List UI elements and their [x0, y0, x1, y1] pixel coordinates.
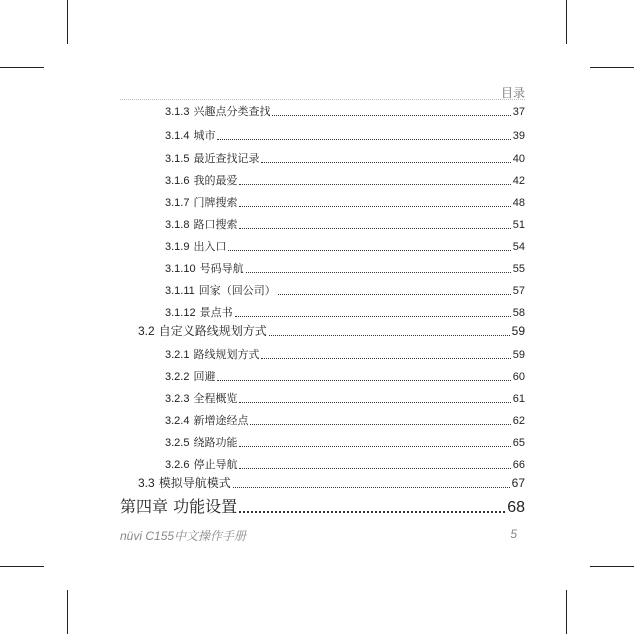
toc-entry[interactable]	[165, 304, 525, 320]
toc-entry-page: 58	[512, 307, 525, 319]
dot-leader	[239, 228, 510, 229]
toc-entry-page: 67	[511, 476, 525, 490]
toc-entry-number: 3.2.3	[165, 393, 190, 405]
toc-entry-number: 3.3	[138, 476, 155, 490]
dot-leader	[233, 487, 510, 488]
dot-leader	[239, 511, 505, 513]
toc-entry-number: 3.2	[138, 324, 155, 338]
footer-manual-title: nüvi C155中文操作手册	[120, 529, 247, 543]
toc-entry[interactable]	[120, 494, 525, 517]
toc-entry-number: 3.1.12	[165, 307, 196, 319]
toc-entry-number: 3.2.6	[165, 459, 190, 471]
toc-entry-title: 新增途经点	[193, 414, 249, 427]
dot-leader	[261, 162, 510, 163]
toc-entry-title: 路口搜索	[193, 218, 238, 231]
header-divider	[120, 99, 525, 100]
toc-entry-title: 我的最爱	[193, 174, 238, 187]
dot-leader	[217, 139, 510, 140]
toc-entry[interactable]	[165, 368, 525, 384]
toc-entry[interactable]	[165, 456, 525, 472]
toc-entry-title: 第四章 功能设置	[120, 497, 238, 516]
toc-entry[interactable]	[165, 216, 525, 232]
toc-entry-number: 3.2.1	[165, 349, 190, 361]
toc-entry-number: 3.2.2	[165, 371, 190, 383]
toc-entry-title: 号码导航	[199, 262, 244, 275]
crop-mark	[67, 590, 68, 634]
toc-entry-title: 路线规划方式	[193, 348, 260, 361]
dot-leader	[239, 206, 510, 207]
toc-entry[interactable]	[165, 260, 525, 276]
toc-entry-title: 模拟导航模式	[158, 476, 231, 490]
toc-entry-page: 55	[512, 263, 525, 275]
toc-entry[interactable]	[165, 282, 525, 298]
toc-entry-number: 3.2.4	[165, 415, 190, 427]
crop-mark	[67, 0, 68, 44]
page-header-label: 目录	[500, 86, 525, 100]
toc-entry-title: 最近查找记录	[193, 152, 260, 165]
toc-entry-number: 3.2.5	[165, 437, 190, 449]
dot-leader	[272, 115, 510, 116]
dot-leader	[278, 294, 511, 295]
toc-entry[interactable]	[165, 346, 525, 362]
toc-entry-page: 66	[512, 459, 525, 471]
dot-leader	[239, 446, 510, 447]
toc-entry[interactable]	[165, 434, 525, 450]
crop-mark	[566, 590, 567, 634]
dot-leader	[239, 468, 510, 469]
toc-entry-number: 3.1.3	[165, 106, 190, 118]
dot-leader	[228, 250, 510, 251]
crop-mark	[566, 0, 567, 44]
crop-mark	[0, 566, 44, 567]
toc-entry[interactable]	[165, 172, 525, 188]
toc-entry-number: 3.1.6	[165, 175, 190, 187]
toc-entry-page: 54	[512, 241, 525, 253]
dot-leader	[261, 358, 510, 359]
crop-mark	[590, 566, 634, 567]
toc-entry-title: 停止导航	[193, 458, 238, 471]
toc-entry-page: 60	[512, 371, 525, 383]
toc-entry-number: 3.1.9	[165, 241, 190, 253]
toc-entry-page: 37	[512, 106, 525, 118]
toc-entry-page: 51	[512, 219, 525, 231]
toc-entry-title: 全程概览	[193, 392, 238, 405]
dot-leader	[246, 272, 511, 273]
toc-entry-page: 42	[512, 175, 525, 187]
toc-entry[interactable]	[165, 194, 525, 210]
toc-entry-page: 68	[507, 499, 525, 516]
crop-mark	[590, 67, 634, 68]
toc-entry-title: 绕路功能	[193, 436, 238, 449]
toc-entry-title: 景点书	[199, 306, 233, 319]
dot-leader	[217, 380, 510, 381]
toc-entry-page: 61	[512, 393, 525, 405]
toc-entry[interactable]	[165, 390, 525, 406]
toc-entry-number: 3.1.5	[165, 153, 190, 165]
dot-leader	[239, 184, 510, 185]
toc-entry-title: 兴趣点分类查找	[193, 105, 271, 118]
toc-entry[interactable]	[138, 322, 525, 339]
toc-entry-title: 回家（回公司）	[198, 284, 276, 297]
toc-entry[interactable]	[165, 150, 525, 166]
toc-entry-page: 59	[512, 349, 525, 361]
toc-entry-number: 3.1.8	[165, 219, 190, 231]
footer-page-number: 5	[510, 527, 517, 541]
toc-entry-number: 3.1.7	[165, 197, 190, 209]
toc-entry-title: 城市	[193, 129, 216, 142]
toc-entry[interactable]	[165, 127, 525, 143]
toc-entry-title: 回避	[193, 370, 216, 383]
toc-entry-page: 65	[512, 437, 525, 449]
toc-entry-page: 48	[512, 197, 525, 209]
toc-entry-title: 自定义路线规划方式	[158, 324, 267, 338]
toc-entry-page: 39	[512, 130, 525, 142]
dot-leader	[235, 316, 511, 317]
toc-entry[interactable]	[165, 238, 525, 254]
dot-leader	[269, 335, 510, 336]
crop-mark	[0, 67, 44, 68]
toc-entry-page: 40	[512, 153, 525, 165]
toc-entry[interactable]	[138, 474, 525, 491]
dot-leader	[239, 402, 510, 403]
toc-entry-title: 门牌搜索	[193, 196, 238, 209]
toc-entry-number: 3.1.10	[165, 263, 196, 275]
toc-entry-page: 62	[512, 415, 525, 427]
toc-entry-page: 57	[512, 285, 525, 297]
toc-entry[interactable]	[165, 412, 525, 428]
toc-entry[interactable]	[165, 103, 525, 119]
toc-entry-page: 59	[511, 324, 525, 338]
toc-entry-title: 出入口	[193, 240, 227, 253]
dot-leader	[250, 424, 510, 425]
toc-entry-number: 3.1.11	[165, 285, 195, 297]
toc-entry-number: 3.1.4	[165, 130, 190, 142]
